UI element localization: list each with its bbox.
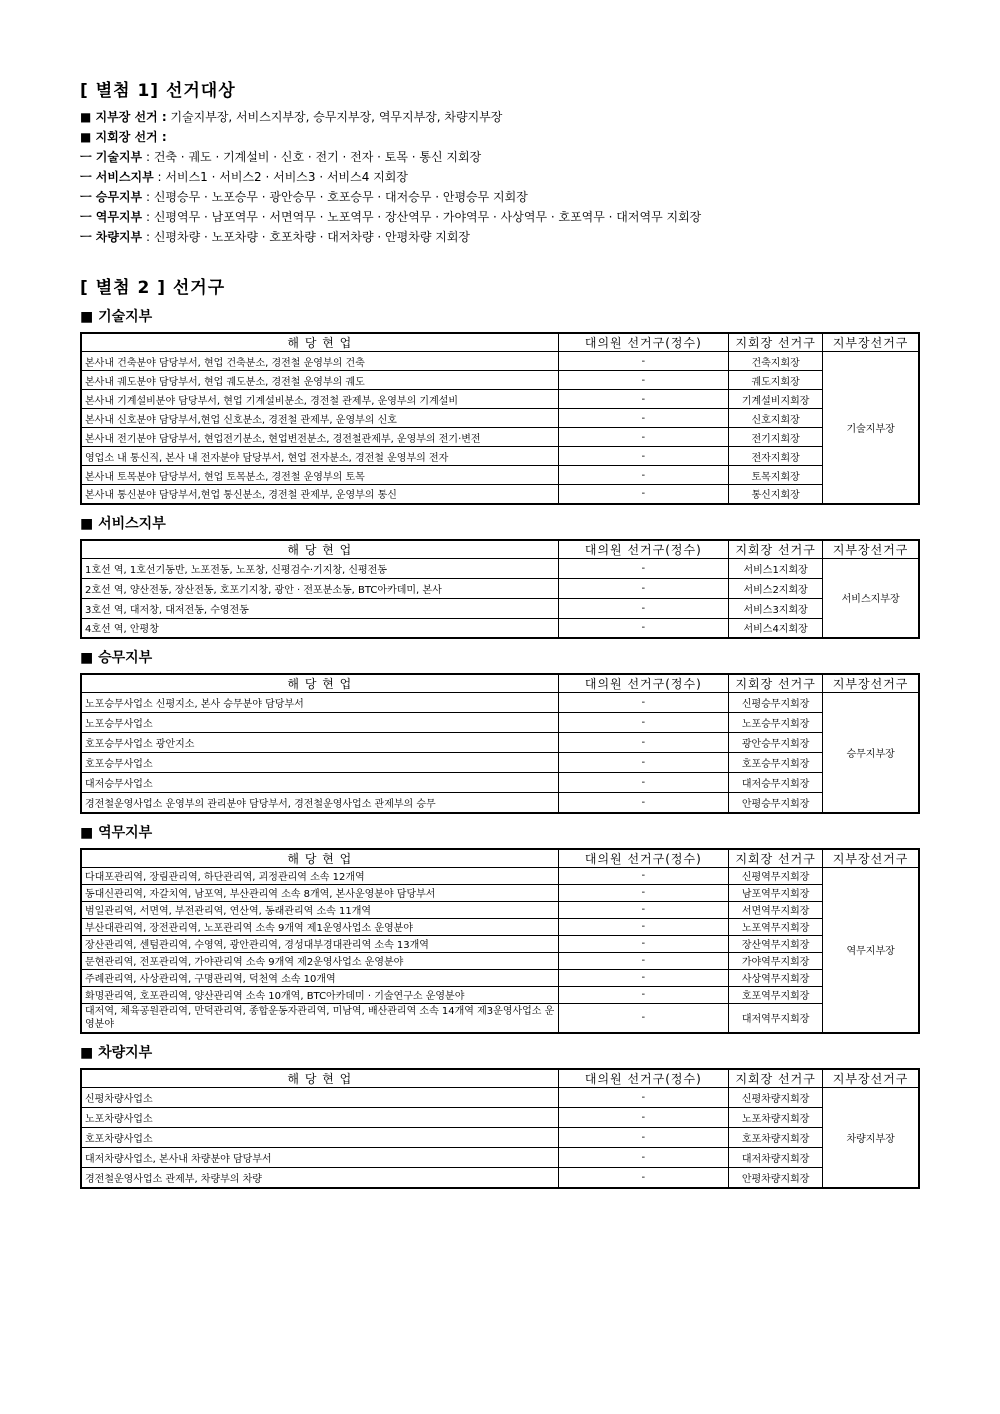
annex1-line-service: [80, 167, 920, 187]
delegate-seats-cell: -: [558, 1168, 728, 1188]
chapter-chief-cell: 안평승무지회장: [729, 793, 823, 813]
annex1-line-crew: [80, 187, 920, 207]
delegate-seats-cell: -: [558, 901, 728, 918]
chapter-chief-cell: 대저차량지회장: [729, 1148, 823, 1168]
header-department: 해 당 현 업: [81, 333, 558, 352]
header-branch-district: 지부장선거구: [823, 1069, 919, 1088]
header-branch-district: 지부장선거구: [823, 333, 919, 352]
table-row: [81, 969, 919, 986]
chapter-chief-cell: 신평차량지회장: [729, 1088, 823, 1108]
department-cell: 본사내 신호분야 담당부서,현업 신호분소, 경전철 관제부, 운영부의 신호: [81, 409, 558, 428]
department-cell: 노포승무사업소: [81, 713, 558, 733]
branch-chief-line: [80, 107, 920, 127]
table-row: [81, 428, 919, 447]
department-cell: 호포차량사업소: [81, 1128, 558, 1148]
delegate-seats-cell: -: [558, 1148, 728, 1168]
document-page: [80, 70, 920, 1189]
table-row: [81, 558, 919, 578]
department-cell: 본사내 궤도분야 담당부서, 현업 궤도분소, 경전철 운영부의 궤도: [81, 371, 558, 390]
department-cell: 대저역, 체육공원관리역, 만덕관리역, 종합운동자관리역, 미남역, 배산관리역 소속 14개역 제3운영사업소 운영분야: [81, 1003, 558, 1033]
table-row: [81, 1168, 919, 1188]
department-cell: 신평차량사업소: [81, 1088, 558, 1108]
header-branch-district: 지부장선거구: [823, 674, 919, 693]
table-row: [81, 1148, 919, 1168]
chapter-chief-cell: 대저역무지회장: [729, 1003, 823, 1033]
department-cell: 다대포관리역, 장림관리역, 하단관리역, 괴정관리역 소속 12개역: [81, 867, 558, 884]
delegate-seats-cell: -: [558, 773, 728, 793]
table-row: [81, 466, 919, 485]
department-cell: 대저승무사업소: [81, 773, 558, 793]
chapter-chief-label: ■ 지회장 선거 :: [80, 130, 167, 144]
table-row: [81, 371, 919, 390]
department-cell: 장산관리역, 센텀관리역, 수영역, 광안관리역, 경성대부경대관리역 소속 13개역: [81, 935, 558, 952]
chapter-chief-cell: 광안승무지회장: [729, 733, 823, 753]
table-row: [81, 390, 919, 409]
annex1-line-tech: [80, 147, 920, 167]
table-row: [81, 447, 919, 466]
table-row: [81, 753, 919, 773]
table-header-row: [81, 540, 919, 559]
department-cell: 대저차량사업소, 본사내 차량분야 담당부서: [81, 1148, 558, 1168]
header-chapter-district: 지회장 선거구: [729, 540, 823, 559]
branch-chief-label: ■ 지부장 선거 :: [80, 110, 167, 124]
chapter-chief-cell: 서비스1지회장: [729, 558, 823, 578]
department-cell: 영업소 내 통신직, 본사 내 전자분야 담당부서, 현업 전자분소, 경전철 운영부의 전자: [81, 447, 558, 466]
branch-chief-cell: 승무지부장: [823, 693, 919, 813]
header-department: 해 당 현 업: [81, 1069, 558, 1088]
header-department: 해 당 현 업: [81, 674, 558, 693]
chapter-chief-cell: 신평승무지회장: [729, 693, 823, 713]
header-chapter-district: 지회장 선거구: [729, 1069, 823, 1088]
delegate-seats-cell: -: [558, 428, 728, 447]
header-delegate-district: 대의원 선거구(정수): [558, 849, 728, 868]
header-branch-district: 지부장선거구: [823, 849, 919, 868]
department-cell: 호포승무사업소: [81, 753, 558, 773]
delegate-seats-cell: -: [558, 986, 728, 1003]
department-cell: 주례관리역, 사상관리역, 구명관리역, 덕천역 소속 10개역: [81, 969, 558, 986]
department-cell: 화명관리역, 호포관리역, 양산관리역 소속 10개역, BTC아카데미 · 기술연구소 운영분야: [81, 986, 558, 1003]
delegate-seats-cell: -: [558, 969, 728, 986]
table-row: [81, 793, 919, 813]
delegate-seats-cell: -: [558, 409, 728, 428]
table-header-row: [81, 333, 919, 352]
table-row: [81, 884, 919, 901]
department-cell: 본사내 전기분야 담당부서, 현업전기분소, 현업변전분소, 경전철관제부, 운영부의 전기·변전: [81, 428, 558, 447]
chapter-chief-cell: 전기지회장: [729, 428, 823, 447]
delegate-seats-cell: -: [558, 867, 728, 884]
delegate-seats-cell: -: [558, 485, 728, 504]
chapter-chief-cell: 신호지회장: [729, 409, 823, 428]
chapter-chief-cell: 노포역무지회장: [729, 918, 823, 935]
table-row: [81, 901, 919, 918]
line-text: : 신평승무 · 노포승무 · 광안승무 · 호포승무 · 대저승무 · 안평승무 지회장: [142, 190, 528, 204]
delegate-seats-cell: -: [558, 935, 728, 952]
branch-chief-cell: 역무지부장: [823, 867, 919, 1033]
department-cell: 노포승무사업소 신평지소, 본사 승무분야 담당부서: [81, 693, 558, 713]
table-row: [81, 935, 919, 952]
chapter-chief-cell: 호포차량지회장: [729, 1128, 823, 1148]
header-department: 해 당 현 업: [81, 849, 558, 868]
district-table-crew: [80, 673, 920, 814]
table-row: [81, 598, 919, 618]
chapter-chief-cell: 안평차량지회장: [729, 1168, 823, 1188]
chapter-chief-cell: 서비스3지회장: [729, 598, 823, 618]
department-cell: 1호선 역, 1호선기동반, 노포전동, 노포창, 신평검수·기지창, 신평전동: [81, 558, 558, 578]
department-cell: 경전철운영사업소 운영부의 관리분야 담당부서, 경전철운영사업소 관제부의 승무: [81, 793, 558, 813]
section-heading-tech: ■ 기술지부: [80, 309, 153, 325]
branch-chief-cell: 차량지부장: [823, 1088, 919, 1188]
table-row: [81, 952, 919, 969]
table-row: [81, 1003, 919, 1033]
delegate-seats-cell: -: [558, 1108, 728, 1128]
table-header-row: [81, 1069, 919, 1088]
line-text: : 신평차량 · 노포차량 · 호포차량 · 대저차량 · 안평차량 지회장: [142, 230, 471, 244]
line-label: ㅡ 서비스지부: [80, 170, 154, 184]
delegate-seats-cell: -: [558, 1128, 728, 1148]
department-cell: 호포승무사업소 광안지소: [81, 733, 558, 753]
table-header-row: [81, 674, 919, 693]
table-row: [81, 986, 919, 1003]
department-cell: 2호선 역, 양산전동, 장산전동, 호포기지창, 광안 · 전포분소동, BTC아카데미, 본사: [81, 578, 558, 598]
table-row: [81, 352, 919, 371]
delegate-seats-cell: -: [558, 952, 728, 969]
branch-chief-cell: 서비스지부장: [823, 558, 919, 638]
delegate-seats-cell: -: [558, 884, 728, 901]
chapter-chief-cell: 호포승무지회장: [729, 753, 823, 773]
department-cell: 부산대관리역, 장전관리역, 노포관리역 소속 9개역 제1운영사업소 운영분야: [81, 918, 558, 935]
chapter-chief-cell: 건축지회장: [729, 352, 823, 371]
chapter-chief-line: [80, 127, 920, 147]
table-row: [81, 733, 919, 753]
line-label: ㅡ 승무지부: [80, 190, 143, 204]
department-cell: 4호선 역, 안평창: [81, 618, 558, 638]
delegate-seats-cell: -: [558, 753, 728, 773]
header-delegate-district: 대의원 선거구(정수): [558, 1069, 728, 1088]
header-branch-district: 지부장선거구: [823, 540, 919, 559]
section-heading-station: ■ 역무지부: [80, 824, 153, 841]
line-label: ㅡ 기술지부: [80, 150, 143, 164]
delegate-seats-cell: -: [558, 918, 728, 935]
chapter-chief-cell: 전자지회장: [729, 447, 823, 466]
delegate-seats-cell: -: [558, 447, 728, 466]
table-header-row: [81, 849, 919, 868]
header-delegate-district: 대의원 선거구(정수): [558, 674, 728, 693]
header-delegate-district: 대의원 선거구(정수): [558, 333, 728, 352]
table-row: [81, 1108, 919, 1128]
chapter-chief-cell: 장산역무지회장: [729, 935, 823, 952]
delegate-seats-cell: -: [558, 693, 728, 713]
chapter-chief-cell: 신평역무지회장: [729, 867, 823, 884]
district-table-tech: [80, 332, 920, 505]
delegate-seats-cell: -: [558, 466, 728, 485]
line-text: : 신평역무 · 남포역무 · 서면역무 · 노포역무 · 장산역무 · 가야역무 · 사상역무 · 호포역무 · 대저역무 지회장: [142, 210, 702, 224]
section-heading-service: ■ 서비스지부: [80, 515, 166, 532]
department-cell: 문현관리역, 전포관리역, 가야관리역 소속 9개역 제2운영사업소 운영분야: [81, 952, 558, 969]
chapter-chief-cell: 대저승무지회장: [729, 773, 823, 793]
table-row: [81, 578, 919, 598]
delegate-seats-cell: -: [558, 1003, 728, 1033]
header-delegate-district: 대의원 선거구(정수): [558, 540, 728, 559]
chapter-chief-cell: 토목지회장: [729, 466, 823, 485]
department-cell: 본사내 토목분야 담당부서, 현업 토목분소, 경전철 운영부의 토목: [81, 466, 558, 485]
table-row: [81, 693, 919, 713]
chapter-chief-cell: 노포차량지회장: [729, 1108, 823, 1128]
delegate-seats-cell: -: [558, 713, 728, 733]
delegate-seats-cell: -: [558, 793, 728, 813]
department-cell: 본사내 건축분야 담당부서, 현업 건축분소, 경전철 운영부의 건축: [81, 352, 558, 371]
table-row: [81, 618, 919, 638]
branch-chief-cell: 기술지부장: [823, 352, 919, 504]
department-cell: 본사내 기계설비분야 담당부서, 현업 기계설비분소, 경전철 관제부, 운영부의 기계설비: [81, 390, 558, 409]
department-cell: 범일관리역, 서면역, 부전관리역, 연산역, 동래관리역 소속 11개역: [81, 901, 558, 918]
delegate-seats-cell: -: [558, 1088, 728, 1108]
annex2-sections: [80, 306, 920, 1189]
table-row: [81, 713, 919, 733]
chapter-chief-cell: 궤도지회장: [729, 371, 823, 390]
table-row: [81, 867, 919, 884]
section-heading-vehicle: ■ 차량지부: [80, 1045, 153, 1061]
header-department: 해 당 현 업: [81, 540, 558, 559]
department-cell: 3호선 역, 대저창, 대저전동, 수영전동: [81, 598, 558, 618]
line-text: : 건축 · 궤도 · 기계설비 · 신호 · 전기 · 전자 · 토목 · 통신 지회장: [142, 150, 482, 164]
chapter-chief-cell: 사상역무지회장: [729, 969, 823, 986]
section-heading-crew: ■ 승무지부: [80, 650, 153, 666]
header-chapter-district: 지회장 선거구: [729, 849, 823, 868]
district-table-station: [80, 848, 920, 1035]
annex2-title: [ 별첨 2 ] 선거구: [80, 278, 226, 298]
district-table-service: [80, 539, 920, 640]
chapter-chief-cell: 노포승무지회장: [729, 713, 823, 733]
delegate-seats-cell: -: [558, 352, 728, 371]
annex1-title: [ 별첨 1] 선거대상: [80, 81, 236, 101]
chapter-chief-cell: 서면역무지회장: [729, 901, 823, 918]
department-cell: 동대신관리역, 자갈치역, 남포역, 부산관리역 소속 8개역, 본사운영분야 담당부서: [81, 884, 558, 901]
branch-chief-text: 기술지부장, 서비스지부장, 승무지부장, 역무지부장, 차량지부장: [166, 110, 503, 124]
line-label: ㅡ 역무지부: [80, 210, 143, 224]
chapter-chief-cell: 기계설비지회장: [729, 390, 823, 409]
annex1-line-vehicle: [80, 227, 920, 247]
chapter-chief-cell: 가야역무지회장: [729, 952, 823, 969]
delegate-seats-cell: -: [558, 558, 728, 578]
table-row: [81, 485, 919, 504]
header-chapter-district: 지회장 선거구: [729, 674, 823, 693]
department-cell: 경전철운영사업소 관제부, 차량부의 차량: [81, 1168, 558, 1188]
delegate-seats-cell: -: [558, 618, 728, 638]
delegate-seats-cell: -: [558, 578, 728, 598]
delegate-seats-cell: -: [558, 371, 728, 390]
line-text: : 서비스1 · 서비스2 · 서비스3 · 서비스4 지회장: [153, 170, 408, 184]
district-table-vehicle: [80, 1068, 920, 1189]
chapter-chief-cell: 호포역무지회장: [729, 986, 823, 1003]
table-row: [81, 773, 919, 793]
table-row: [81, 1088, 919, 1108]
table-row: [81, 409, 919, 428]
header-chapter-district: 지회장 선거구: [729, 333, 823, 352]
chapter-chief-cell: 남포역무지회장: [729, 884, 823, 901]
chapter-chief-cell: 통신지회장: [729, 485, 823, 504]
delegate-seats-cell: -: [558, 390, 728, 409]
line-label: ㅡ 차량지부: [80, 230, 143, 244]
department-cell: 본사내 통신분야 담당부서,현업 통신분소, 경전철 관제부, 운영부의 통신: [81, 485, 558, 504]
chapter-chief-cell: 서비스4지회장: [729, 618, 823, 638]
annex1-line-station: [80, 207, 920, 227]
department-cell: 노포차량사업소: [81, 1108, 558, 1128]
delegate-seats-cell: -: [558, 733, 728, 753]
table-row: [81, 918, 919, 935]
delegate-seats-cell: -: [558, 598, 728, 618]
table-row: [81, 1128, 919, 1148]
chapter-chief-cell: 서비스2지회장: [729, 578, 823, 598]
